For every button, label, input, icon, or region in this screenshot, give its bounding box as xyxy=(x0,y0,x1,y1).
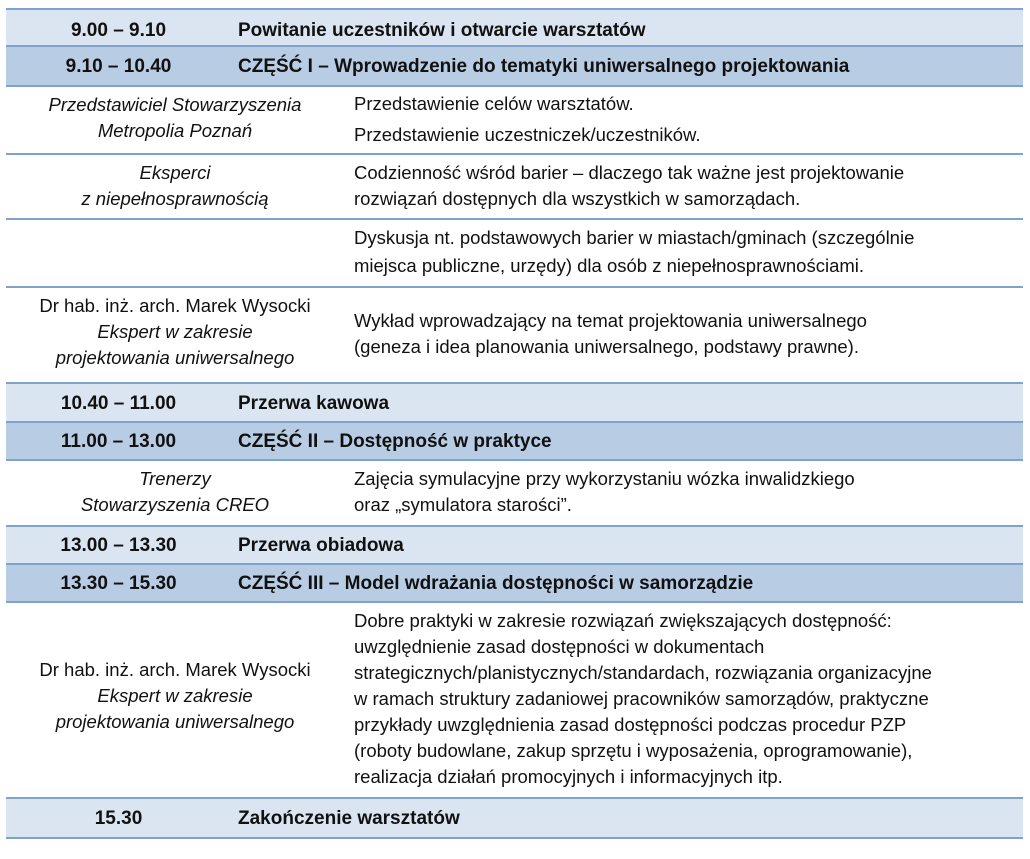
description-line: Przedstawienie celów warsztatów. xyxy=(354,93,634,114)
description-cell xyxy=(354,160,1014,212)
description-cell xyxy=(354,225,1014,279)
description-line: Dyskusja nt. podstawowych barier w miastach/gminach (szczególnie xyxy=(354,227,915,248)
speaker-line: Ekspert w zakresie xyxy=(97,321,253,342)
row-title: Przerwa kawowa xyxy=(238,393,390,414)
agenda-row-opening xyxy=(6,8,1023,47)
speaker-line: Stowarzyszenia CREO xyxy=(80,494,270,515)
description-line: Zajęcia symulacyjne przy wykorzystaniu wózka inwalidzkiego xyxy=(354,468,855,489)
agenda-row-association xyxy=(6,87,1023,155)
row-time: 11.00 – 13.00 xyxy=(60,431,177,452)
row-time: 15.30 xyxy=(94,808,143,829)
description-line: oraz „symulatora starości”. xyxy=(354,494,572,515)
row-title: CZĘŚĆ I – Wprowadzenie do tematyki uniwersalnego projektowania xyxy=(238,56,850,77)
speaker-line: z niepełnosprawnością xyxy=(81,188,269,209)
description-line: Codzienność wśród barier – dlaczego tak ważne jest projektowanie xyxy=(354,162,905,183)
description-line: w ramach struktury zadaniowej pracowników samorządów, praktyczne xyxy=(354,688,929,709)
row-title: CZĘŚĆ III – Model wdrażania dostępności w samorządzie xyxy=(238,573,754,594)
row-time: 13.00 – 13.30 xyxy=(60,535,177,556)
description-cell xyxy=(354,91,1014,148)
row-title: Zakończenie warsztatów xyxy=(238,808,460,829)
agenda-row-lecture xyxy=(6,288,1023,384)
description-line: Wykład wprowadzający na temat projektowania uniwersalnego xyxy=(354,310,867,331)
agenda-table xyxy=(6,8,1023,839)
speaker-cell xyxy=(6,160,344,212)
description-line: rozwiązań dostępnych dla wszystkich w samorządach. xyxy=(354,188,801,209)
description-line: miejsca publiczne, urzędy) dla osób z niepełnosprawnościami. xyxy=(354,255,865,276)
description-line: Dobre praktyki w zakresie rozwiązań zwiększających dostępność: xyxy=(354,610,892,631)
row-title: Powitanie uczestników i otwarcie warsztatów xyxy=(238,20,646,41)
row-time: 13.30 – 15.30 xyxy=(60,573,177,594)
speaker-line: Ekspert w zakresie xyxy=(97,685,253,706)
section-header-part-3 xyxy=(6,565,1023,603)
description-line: (roboty budowlane, zakup sprzętu i wyposażenia, oprogramowanie), xyxy=(354,740,913,761)
description-line: Przedstawienie uczestniczek/uczestników. xyxy=(354,124,701,145)
speaker-name: Dr hab. inż. arch. Marek Wysocki xyxy=(39,659,311,680)
description-line: strategicznych/planistycznych/standardach, rozwiązania organizacyjne xyxy=(354,662,932,683)
agenda-row-simulation xyxy=(6,461,1023,527)
description-cell xyxy=(354,308,1014,360)
row-title: Przerwa obiadowa xyxy=(238,535,404,556)
description-line: realizacja działań promocyjnych i informacyjnych itp. xyxy=(354,766,783,787)
agenda-row-lunch-break xyxy=(6,527,1023,565)
speaker-cell xyxy=(6,92,344,144)
speaker-cell xyxy=(6,657,344,735)
speaker-line: Trenerzy xyxy=(139,468,211,489)
agenda-row-good-practices xyxy=(6,603,1023,799)
speaker-line: Eksperci xyxy=(139,162,211,183)
speaker-line: projektowania uniwersalnego xyxy=(55,711,295,732)
agenda-row-coffee-break xyxy=(6,384,1023,423)
speaker-cell xyxy=(6,293,344,371)
row-time: 9.00 – 9.10 xyxy=(70,20,167,41)
row-title: CZĘŚĆ II – Dostępność w praktyce xyxy=(238,431,552,452)
description-line: uwzględnienie zasad dostępności w dokumentach xyxy=(354,636,765,657)
description-cell xyxy=(354,466,1014,518)
description-line: przykłady uwzględnienia zasad dostępności podczas procedur PZP xyxy=(354,714,907,735)
agenda-row-experts xyxy=(6,155,1023,220)
speaker-name: Dr hab. inż. arch. Marek Wysocki xyxy=(39,295,311,316)
speaker-line: Metropolia Poznań xyxy=(97,120,253,141)
row-time: 10.40 – 11.00 xyxy=(60,393,177,414)
speaker-line: Przedstawiciel Stowarzyszenia xyxy=(48,94,302,115)
speaker-line: projektowania uniwersalnego xyxy=(55,347,295,368)
description-cell xyxy=(354,608,1014,790)
agenda-row-closing xyxy=(6,799,1023,839)
speaker-cell xyxy=(6,466,344,518)
row-time: 9.10 – 10.40 xyxy=(65,56,172,77)
agenda-row-discussion xyxy=(6,220,1023,288)
section-header-part-2 xyxy=(6,423,1023,461)
description-line: (geneza i idea planowania uniwersalnego, podstawy prawne). xyxy=(354,336,859,357)
section-header-part-1 xyxy=(6,47,1023,87)
